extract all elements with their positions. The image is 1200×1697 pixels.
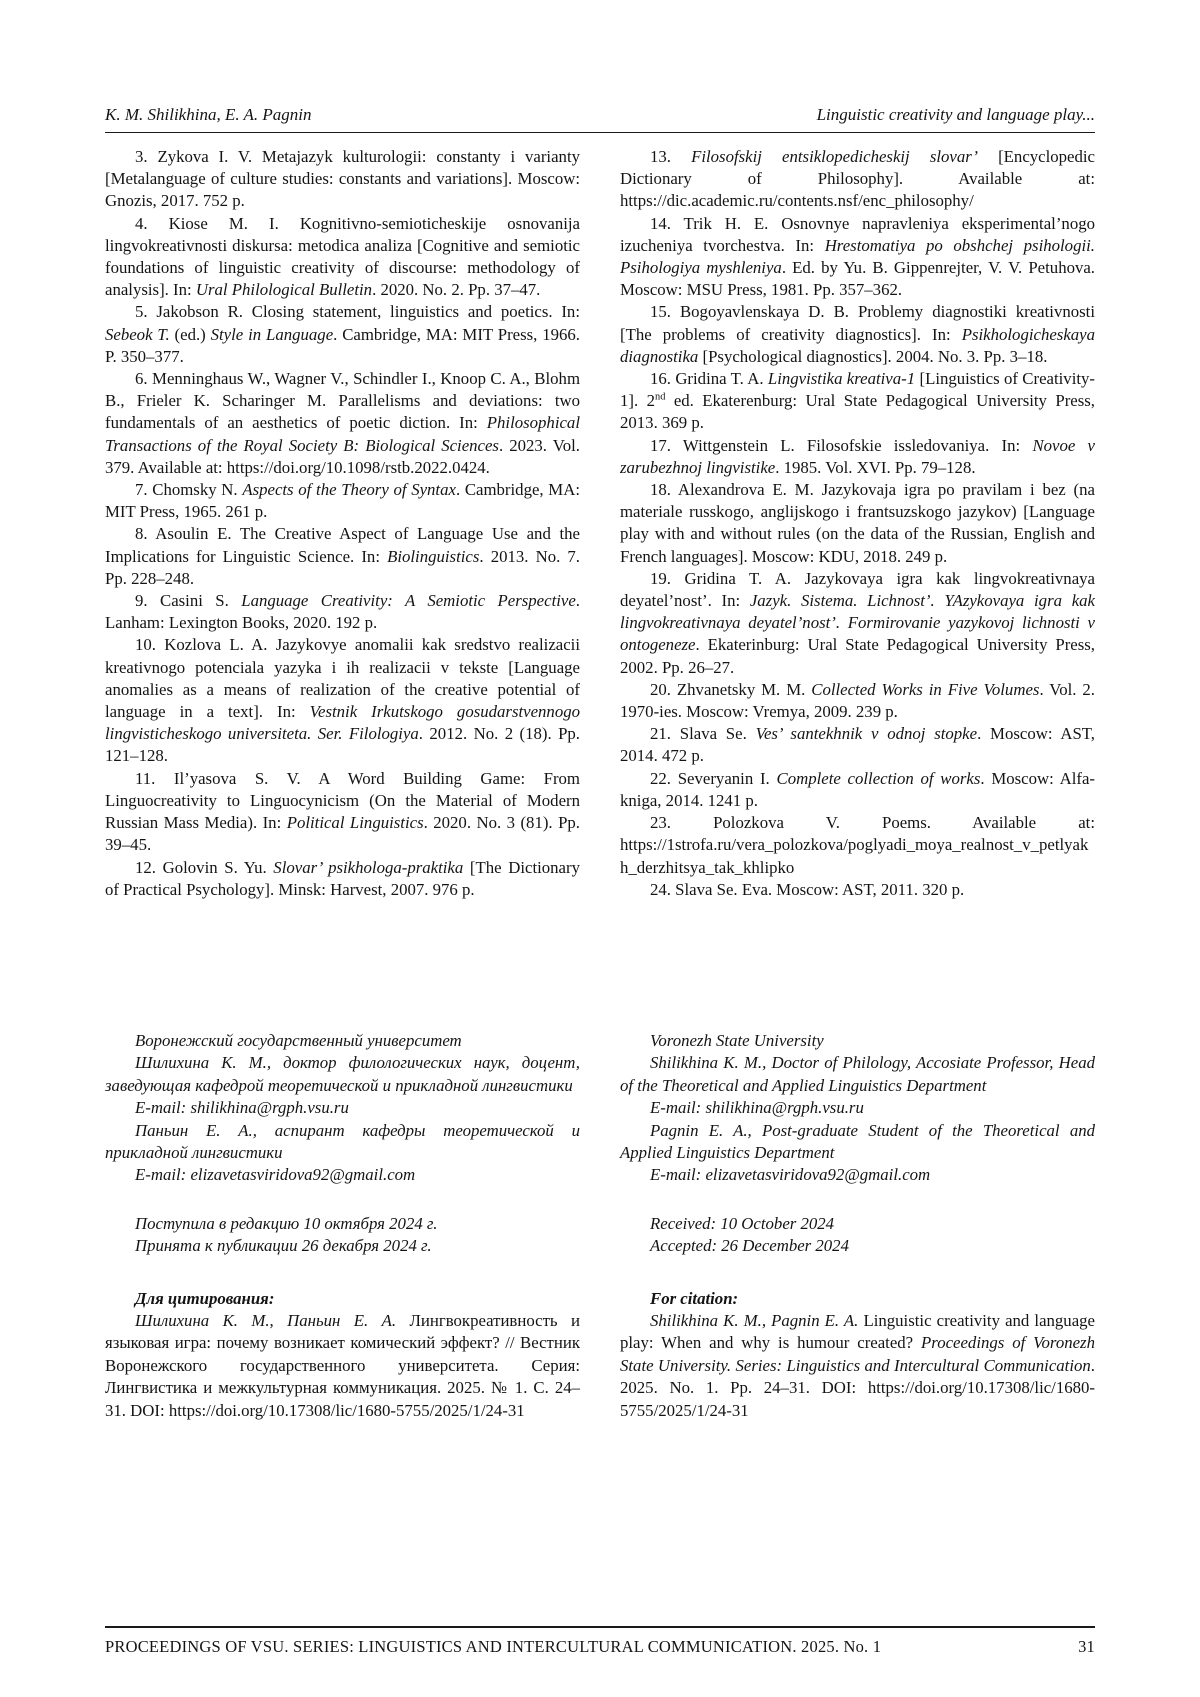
text-run: 8. Asoulin E. The Creative Aspect of Language Use and the Implications for Linguistic Science. In: (105, 524, 580, 566)
text-run: Collected Works in Five Volumes (811, 679, 1040, 699)
reference-item (620, 812, 1095, 879)
affiliation-block-ru (105, 1030, 580, 1187)
text-run: Лингвокреативность и языковая игра: почему возникает комический эффект? // Вестник Воронежского государственного университета. Серия: Лингвистика и межкультурная коммуникация. 2025. № 1. С. 24–31. DOI: https://doi.org/10.17308/lic/1680-5755/2025/1/24-31 (105, 1311, 580, 1420)
text-run: Aspects of the Theory of Syntax (242, 480, 456, 500)
citation-heading-en: For citation: (650, 1288, 739, 1308)
text-run: 19. Gridina T. A. Jazykovaya igra kak lingvokreativnaya deyatel’nost’. In: (620, 568, 1095, 611)
reference-item (105, 857, 580, 901)
reference-item (620, 213, 1095, 302)
text-run: . Cambridge, MA: MIT Press, 1966. P. 350–377. (105, 324, 580, 366)
text-run: . Lanham: Lexington Books, 2020. 192 p. (105, 591, 580, 633)
text-run: 4. Kiose M. I. Kognitivno-semioticheskije osnovanija lingvokreativnosti diskursa: metodica analiza [Cognitive and semiotic foundations of linguistic creativity of discourse: methodology of analysis]. In: (105, 213, 580, 300)
text-run: Language Creativity: A Semiotic Perspective (241, 591, 576, 611)
text-run: E-mail: shilikhina@rgph.vsu.ru (650, 1098, 864, 1118)
received-date-ru: Поступила в редакцию 10 октября 2024 г. (135, 1213, 438, 1233)
text-run: 5. Jakobson R. Closing statement, linguistics and poetics. In: (135, 302, 580, 322)
text-run: . 2020. No. 2. Pp. 37–47. (372, 280, 541, 300)
left-column (105, 146, 580, 1422)
footer-page-number: 31 (1078, 1637, 1095, 1656)
affiliation-line (620, 1120, 1095, 1165)
text-run: Jazyk. Sistema. Lichnost’. YAzykovaya igra kak lingvokreativnaya deyatel’nost’. Formirovanie yazykovoj lichnosti v ontogeneze (620, 591, 1095, 655)
reference-item (105, 301, 580, 368)
reference-item (620, 301, 1095, 368)
text-run: 23. Polozkova V. Poems. Available at: https://1strofa.ru/vera_polozkova/poglyadi_moya_realnost_v_petlyakh_derzhitsya_tak_khlipko (620, 813, 1095, 877)
text-run: [Psychological diagnostics]. 2004. No. 3. Pp. 3–18. (698, 346, 1048, 366)
text-run: Linguistic creativity and language play: When and why is humour created? (620, 1311, 1095, 1353)
running-head-title: Linguistic creativity and language play... (816, 105, 1095, 124)
text-run: 16. Gridina T. A. (650, 369, 768, 389)
text-run: Ves’ santekhnik v odnoj stopke (755, 724, 978, 744)
affiliation-line (620, 1097, 1095, 1119)
footer-journal-line: PROCEEDINGS OF VSU. SERIES: LINGUISTICS AND INTERCULTURAL COMMUNICATION. 2025. No. 1 (105, 1637, 882, 1656)
text-run: E-mail: elizavetasviridova92@gmail.com (135, 1165, 416, 1185)
text-run: nd (655, 391, 666, 403)
text-run: Shilikhina K. M., Pagnin E. A. (650, 1311, 859, 1331)
references-list-right (620, 146, 1095, 984)
affiliation-line (105, 1052, 580, 1097)
text-run: 13. (650, 147, 692, 166)
text-run: Psikhologicheskaya diagnostika (620, 324, 1095, 366)
text-run: Philosophical Transactions of the Royal Society B: Biological Sciences (105, 413, 580, 455)
accepted-date-ru: Принята к публикации 26 декабря 2024 г. (135, 1236, 432, 1256)
reference-item (105, 523, 580, 590)
text-run: Slovar’ psikhologa-praktika (273, 857, 464, 877)
reference-item (620, 879, 1095, 901)
text-run: [Encyclopedic Dictionary of Philosophy]. Available at: https://dic.academic.ru/contents.nsf/enc_philosophy/ (620, 147, 1095, 211)
text-run: . 1985. Vol. XVI. Pp. 79–128. (775, 457, 976, 477)
affiliation-line (105, 1097, 580, 1119)
text-run: 3. Zykova I. V. Metajazyk kulturologii: constanty i varianty [Metalanguage of culture studies: constants and variations]. Moscow: Gnozis, 2017. 752 p. (105, 147, 580, 211)
text-run: Lingvistika kreativa-1 (767, 369, 916, 389)
text-run: 6. Menninghaus W., Wagner V., Schindler I., Knoop C. A., Blohm B., Frieler K. Scharinger M. Parallelisms and deviations: two fundamentals of an aesthetics of poetic diction. In: (105, 369, 580, 433)
text-run: 14. Trik H. E. Osnovnye napravleniya eksperimental’nogo izucheniya tvorchestva. In: (620, 213, 1095, 255)
reference-item (105, 768, 580, 857)
text-run: Complete collection of works (776, 768, 981, 788)
text-run: Novoe v zarubezhnoj lingvistike (620, 435, 1095, 477)
text-run: Pagnin E. A., Post-graduate Student of the Theoretical and Applied Linguistics Department (620, 1120, 1095, 1163)
affiliation-line (620, 1164, 1095, 1186)
reference-item (620, 368, 1095, 435)
text-run: 15. Bogoyavlenskaya D. B. Problemy diagnostiki kreativnosti [The problems of creativity diagnostics]. In: (620, 302, 1095, 344)
text-run: Воронежский государственный университет (135, 1031, 462, 1050)
text-run: Filosofskij entsiklopedicheskij slovar’ (691, 147, 978, 166)
text-run: [Linguistics of Creativity-1]. 2 (620, 369, 1095, 411)
reference-item (105, 479, 580, 523)
text-run: . Cambridge, MA: MIT Press, 1965. 261 p. (105, 480, 580, 522)
page-footer (105, 1626, 1095, 1657)
text-run: 18. Alexandrova E. M. Jazykovaja igra po pravilam i bez (na materiale russkogo, anglijskogo i frantsuzskogo jazykov) [Language play with and without rules (on the data of the Russian, English and French languages]. Moscow: KDU, 2018. 249 p. (620, 480, 1095, 566)
affiliation-line (105, 1030, 580, 1052)
text-run: Шилихина К. М., Паньин Е. А. (135, 1311, 397, 1331)
affiliation-line (105, 1164, 580, 1186)
received-date-en: Received: 10 October 2024 (650, 1213, 835, 1233)
citation-block-ru (105, 1288, 580, 1422)
affiliation-block-en (620, 1030, 1095, 1187)
citation-block-en (620, 1288, 1095, 1422)
text-run: 10. Kozlova L. A. Jazykovye anomalii kak sredstvo realizacii kreativnogo potenciala yazyka i ih realizacii v tekste [Language anomalies as a means of realization of the creative potential of language in a text]. In: (105, 635, 580, 722)
text-run: (ed.) (169, 324, 211, 344)
text-run: Biolinguistics (387, 546, 480, 566)
two-column-body (105, 146, 1095, 1422)
text-run: Proceedings of Voronezh State University. Series: Linguistics and Intercultural Communication (620, 1333, 1095, 1375)
reference-item (620, 568, 1095, 679)
reference-item (620, 146, 1095, 213)
text-run: . 2012. No. 2 (18). Pp. 121–128. (105, 724, 580, 766)
reference-item (105, 634, 580, 767)
text-run: Sebeok T. (105, 324, 170, 344)
text-run: 22. Severyanin I. (650, 768, 777, 788)
text-run: Political Linguistics (286, 813, 424, 833)
text-run: 11. Il’yasova S. V. A Word Building Game: From Linguocreativity to Linguocynicism (On the Material of Modern Russian Mass Media). In: (105, 768, 580, 833)
references-list-left (105, 146, 580, 984)
text-run: . 2023. Vol. 379. Available at: https://doi.org/10.1098/rstb.2022.0424. (105, 435, 580, 477)
citation-text-ru (105, 1310, 580, 1422)
dates-block-en (620, 1213, 1095, 1258)
text-run: E-mail: elizavetasviridova92@gmail.com (650, 1165, 931, 1185)
reference-item (620, 768, 1095, 812)
text-run: . Ekaterinburg: Ural State Pedagogical University Press, 2002. Pp. 26–27. (620, 635, 1095, 677)
text-run: Hrestomatiya po obshchej psihologii. Psihologiya myshleniya (620, 235, 1095, 278)
text-run: [The Dictionary of Practical Psychology]. Minsk: Harvest, 2007. 976 p. (105, 857, 580, 899)
text-run: . 2020. No. 3 (81). Pp. 39–45. (105, 813, 580, 855)
affiliation-line (105, 1120, 580, 1165)
text-run: . Moscow: Alfa-kniga, 2014. 1241 p. (620, 768, 1096, 810)
text-run: Shilikhina K. M., Doctor of Philology, Accosiate Professor, Head of the Theoretical and Applied Linguistics Department (620, 1053, 1095, 1095)
reference-item (620, 435, 1095, 479)
running-head-authors: K. M. Shilikhina, E. A. Pagnin (105, 105, 312, 124)
affiliation-line (620, 1052, 1095, 1097)
reference-item (620, 679, 1095, 723)
text-run: 12. Golovin S. Yu. (135, 857, 274, 877)
text-run: 9. Casini S. (135, 591, 242, 611)
text-run: . 2013. No. 7. Pp. 228–248. (105, 546, 580, 588)
reference-item (105, 590, 580, 634)
text-run: Шилихина К. М., доктор филологических наук, доцент, заведующая кафедрой теоретической и прикладной лингвистики (105, 1053, 580, 1095)
text-run: Voronezh State University (650, 1031, 824, 1050)
text-run: 21. Slava Se. (650, 724, 756, 744)
text-run: ed. Ekaterenburg: Ural State Pedagogical University Press, 2013. 369 p. (620, 391, 1095, 433)
page-header (105, 104, 1095, 133)
affiliation-line (620, 1030, 1095, 1052)
accepted-date-en: Accepted: 26 December 2024 (650, 1236, 849, 1256)
text-run: Паньин Е. А., аспирант кафедры теоретической и прикладной лингвистики (105, 1120, 580, 1163)
reference-item (620, 723, 1095, 767)
text-run: . Vol. 2. 1970-ies. Moscow: Vremya, 2009. 239 p. (620, 679, 1095, 722)
text-run: E-mail: shilikhina@rgph.vsu.ru (135, 1098, 349, 1118)
citation-text-en (620, 1310, 1095, 1422)
reference-item (105, 213, 580, 302)
text-run: Vestnik Irkutskogo gosudarstvennogo lingvisticheskogo universiteta. Ser. Filologiya (105, 702, 580, 744)
text-run: 7. Chomsky N. (135, 480, 243, 500)
reference-item (105, 146, 580, 213)
text-run: . Moscow: AST, 2014. 472 p. (620, 724, 1095, 766)
text-run: 24. Slava Se. Eva. Moscow: AST, 2011. 320 p. (650, 879, 965, 899)
text-run: Style in Language (210, 324, 334, 344)
text-run: . Ed. by Yu. B. Gippenrejter, V. V. Petuhova. Moscow: MSU Press, 1981. Pp. 357–362. (620, 258, 1096, 300)
reference-item (620, 479, 1095, 568)
text-run: 17. Wittgenstein L. Filosofskie issledovaniya. In: (650, 435, 1033, 455)
dates-block-ru (105, 1213, 580, 1258)
right-column (620, 146, 1095, 1422)
text-run: Ural Philological Bulletin (195, 280, 373, 300)
text-run: . 2025. No. 1. Pp. 24–31. DOI: https://doi.org/10.17308/lic/1680-5755/2025/1/24-31 (620, 1355, 1095, 1420)
reference-item (105, 368, 580, 479)
text-run: 20. Zhvanetsky M. M. (650, 679, 812, 699)
citation-heading-ru: Для цитирования: (135, 1288, 275, 1308)
